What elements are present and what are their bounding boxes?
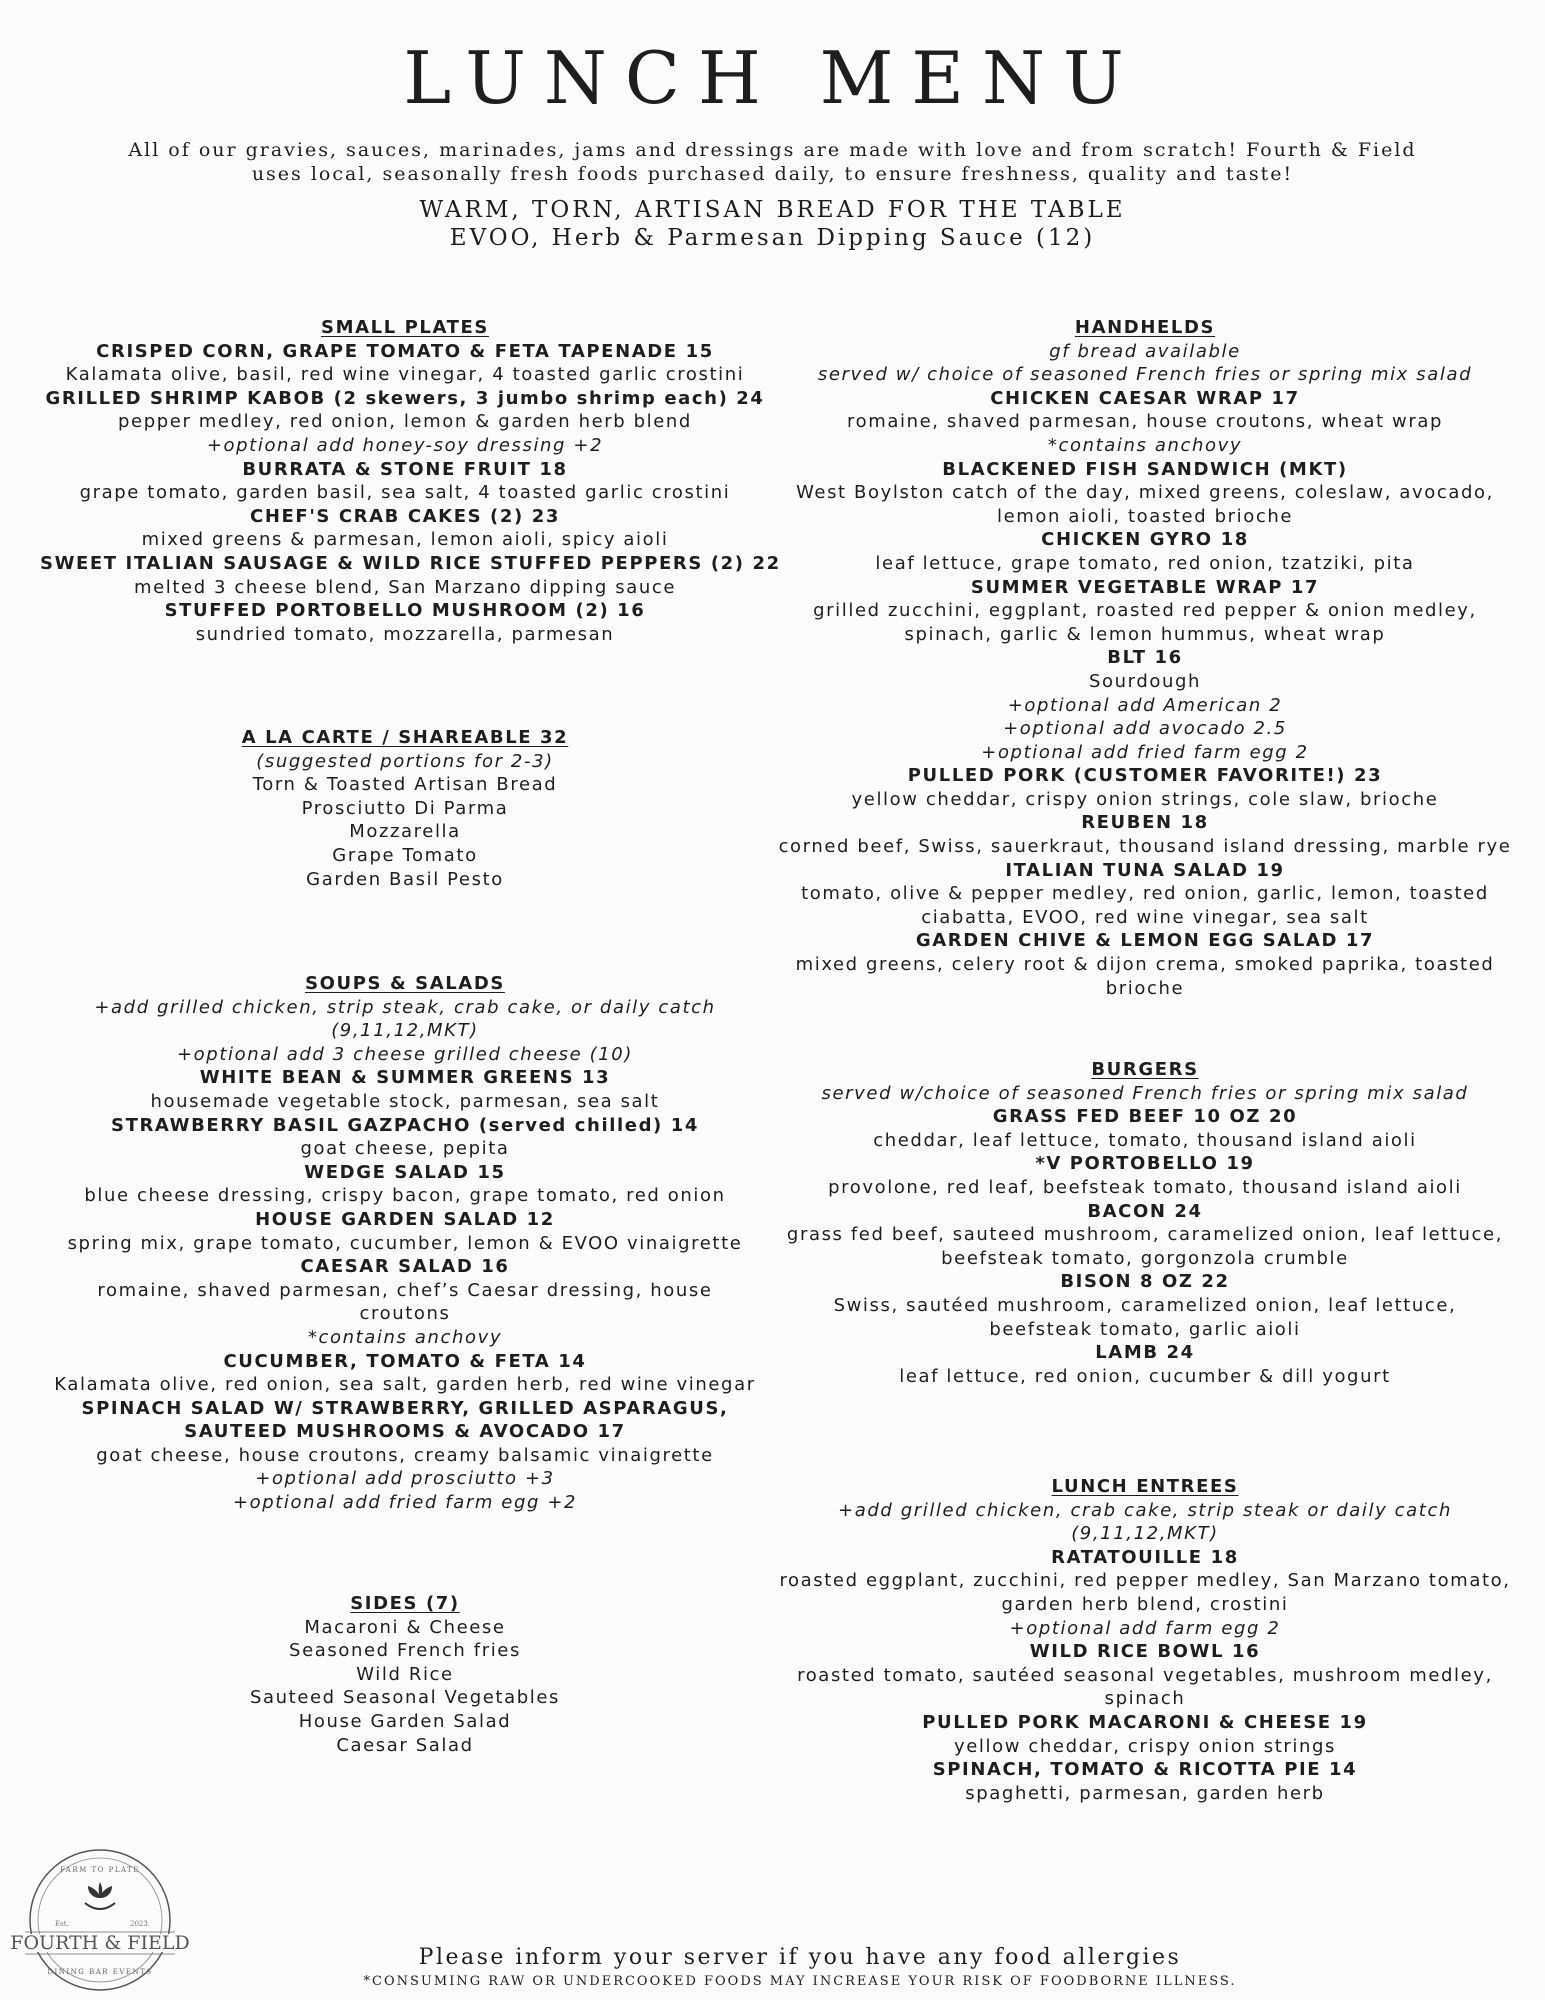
- sides-section: [40, 1592, 770, 1757]
- menu-item-name: *V PORTOBELLO 19: [1035, 1153, 1255, 1175]
- intro-text: All of our gravies, sauces, marinades, jams and dressings are made with love and from scratch! Fourth & Field uses local, seasonally fresh foods purchased daily, to ensure freshness, quality and taste!: [128, 139, 1417, 185]
- bread-dipping-sauce: EVOO, Herb & Parmesan Dipping Sauce (12): [449, 225, 1096, 251]
- menu-item-description: melted 3 cheese blend, San Marzano dipping sauce: [133, 576, 677, 598]
- menu-note: +optional add 3 cheese grilled cheese (10): [177, 1043, 633, 1065]
- menu-item-description: Sourdough: [1088, 670, 1201, 692]
- menu-item-name: ITALIAN TUNA SALAD 19: [1005, 859, 1285, 881]
- menu-item-description: provolone, red leaf, beefsteak tomato, thousand island aioli: [828, 1176, 1462, 1198]
- section-title: LUNCH ENTREES: [1051, 1476, 1239, 1497]
- menu-item-description: sundried tomato, mozzarella, parmesan: [195, 623, 615, 645]
- menu-item-description: grape tomato, garden basil, sea salt, 4 toasted garlic crostini: [79, 482, 731, 504]
- menu-item-name: SPINACH, TOMATO & RICOTTA PIE 14: [932, 1759, 1358, 1781]
- menu-item-name: PULLED PORK MACARONI & CHEESE 19: [922, 1711, 1368, 1733]
- menu-item-description: corned beef, Swiss, sauerkraut, thousand island dressing, marble rye: [778, 836, 1512, 858]
- menu-item-name: WHITE BEAN & SUMMER GREENS 13: [199, 1067, 611, 1089]
- menu-item-description: Wild Rice: [356, 1663, 454, 1685]
- a-la-carte-section: [40, 726, 770, 891]
- menu-item-description: Macaroni & Cheese: [304, 1616, 506, 1638]
- svg-text:DINING BAR EVENTS: DINING BAR EVENTS: [47, 1968, 153, 1976]
- menu-item-name: HOUSE GARDEN SALAD 12: [255, 1208, 555, 1230]
- menu-item-description: beefsteak tomato, gorgonzola crumble: [941, 1247, 1349, 1269]
- menu-note: (9,11,12,MKT): [1071, 1523, 1219, 1545]
- small-plates-section: [40, 316, 781, 646]
- bowl-icon: [85, 1903, 115, 1909]
- svg-text:FOURTH & FIELD: FOURTH & FIELD: [10, 1932, 190, 1954]
- menu-item-description: cheddar, leaf lettuce, tomato, thousand island aioli: [873, 1129, 1417, 1151]
- menu-item-name: GRASS FED BEEF 10 OZ 20: [992, 1106, 1298, 1128]
- menu-item-name: SPINACH SALAD W/ STRAWBERRY, GRILLED ASPARAGUS,: [81, 1397, 729, 1419]
- menu-item-name: BACON 24: [1087, 1200, 1203, 1222]
- menu-item-description: roasted eggplant, zucchini, red pepper medley, San Marzano tomato,: [779, 1570, 1511, 1592]
- menu-item-description: Caesar Salad: [336, 1734, 474, 1756]
- bread-title: WARM, TORN, ARTISAN BREAD FOR THE TABLE: [419, 197, 1126, 223]
- menu-item-description: housemade vegetable stock, parmesan, sea salt: [150, 1090, 660, 1112]
- menu-note: +add grilled chicken, strip steak, crab cake, or daily catch: [94, 996, 716, 1018]
- menu-note: +optional add American 2: [1007, 694, 1283, 716]
- menu-item-name: REUBEN 18: [1081, 812, 1209, 834]
- menu-note: +optional add prosciutto +3: [255, 1468, 555, 1490]
- menu-item-name: CHEF'S CRAB CAKES (2) 23: [250, 505, 560, 527]
- section-title: SOUPS & SALADS: [305, 973, 505, 994]
- section-title: SIDES (7): [350, 1593, 460, 1614]
- menu-item-description: Mozzarella: [349, 821, 461, 843]
- menu-note: +optional add avocado 2.5: [1003, 718, 1287, 740]
- menu-item-description: mixed greens, celery root & dijon crema, smoked paprika, toasted: [795, 954, 1495, 976]
- menu-item-description: yellow cheddar, crispy onion strings: [954, 1735, 1336, 1757]
- menu-note: served w/ choice of seasoned French fries or spring mix salad: [817, 364, 1473, 386]
- handhelds-section: [770, 316, 1520, 1000]
- menu-item-description: Seasoned French fries: [289, 1640, 521, 1662]
- lunch-entrees-section: [770, 1475, 1520, 1805]
- menu-title: LUNCH MENU: [403, 36, 1142, 120]
- section-title: HANDHELDS: [1074, 317, 1216, 338]
- menu-note: +optional add fried farm egg +2: [232, 1492, 578, 1514]
- burgers-section: [770, 1058, 1520, 1388]
- menu-item-name: BLACKENED FISH SANDWICH (MKT): [942, 458, 1348, 480]
- menu-item-description: roasted tomato, sautéed seasonal vegetables, mushroom medley,: [797, 1664, 1493, 1686]
- menu-item-description: pepper medley, red onion, lemon & garden herb blend: [118, 411, 692, 433]
- menu-item-name: CRISPED CORN, GRAPE TOMATO & FETA TAPENADE 15: [96, 340, 714, 362]
- menu-item-name: WILD RICE BOWL 16: [1029, 1641, 1261, 1663]
- menu-item-description: goat cheese, pepita: [300, 1138, 510, 1160]
- menu-item-description: Garden Basil Pesto: [306, 868, 504, 890]
- menu-item-name: SAUTEED MUSHROOMS & AVOCADO 17: [184, 1421, 626, 1443]
- section-title: BURGERS: [1091, 1059, 1199, 1080]
- menu-item-name: BLT 16: [1107, 647, 1183, 669]
- menu-note: (9,11,12,MKT): [331, 1020, 479, 1042]
- section-title: A LA CARTE / SHAREABLE 32: [241, 727, 569, 748]
- menu-item-description: brioche: [1105, 977, 1185, 999]
- menu-item-description: West Boylston catch of the day, mixed greens, coleslaw, avocado,: [796, 482, 1494, 504]
- menu-item-description: Prosciutto Di Parma: [301, 797, 509, 819]
- svg-text:FARM TO PLATE: FARM TO PLATE: [60, 1866, 140, 1874]
- menu-item-name: BURRATA & STONE FRUIT 18: [242, 458, 568, 480]
- menu-item-description: House Garden Salad: [298, 1710, 512, 1732]
- menu-item-name: CAESAR SALAD 16: [300, 1256, 510, 1278]
- menu-item-description: mixed greens & parmesan, lemon aioli, spicy aioli: [141, 529, 669, 551]
- raw-food-warning: *CONSUMING RAW OR UNDERCOOKED FOODS MAY INCREASE YOUR RISK OF FOODBORNE ILLNESS.: [363, 1974, 1237, 1989]
- menu-item-description: croutons: [359, 1303, 451, 1325]
- menu-item-name: CHICKEN GYRO 18: [1041, 529, 1249, 551]
- menu-note: +optional add farm egg 2: [1009, 1617, 1281, 1639]
- menu-item-description: blue cheese dressing, crispy bacon, grape tomato, red onion: [84, 1185, 726, 1207]
- menu-item-description: grass fed beef, sauteed mushroom, caramelized onion, leaf lettuce,: [786, 1224, 1504, 1246]
- menu-item-name: WEDGE SALAD 15: [304, 1161, 506, 1183]
- menu-item-description: spinach, garlic & lemon hummus, wheat wrap: [904, 623, 1386, 645]
- menu-note: +optional add honey-soy dressing +2: [206, 434, 604, 456]
- menu-note: +add grilled chicken, crab cake, strip steak or daily catch: [838, 1499, 1452, 1521]
- menu-item-description: goat cheese, house croutons, creamy balsamic vinaigrette: [96, 1444, 714, 1466]
- menu-note: (suggested portions for 2-3): [256, 750, 554, 772]
- section-title: SMALL PLATES: [321, 317, 489, 338]
- menu-note: +optional add fried farm egg 2: [981, 741, 1309, 763]
- menu-item-description: leaf lettuce, grape tomato, red onion, tzatziki, pita: [875, 552, 1415, 574]
- menu-item-name: GARDEN CHIVE & LEMON EGG SALAD 17: [915, 930, 1375, 952]
- menu-item-description: spinach: [1104, 1688, 1186, 1710]
- menu-item-name: CHICKEN CAESAR WRAP 17: [990, 387, 1300, 409]
- menu-item-description: Kalamata olive, red onion, sea salt, garden herb, red wine vinegar: [54, 1374, 756, 1396]
- menu-note: *contains anchovy: [307, 1326, 503, 1348]
- menu-item-name: LAMB 24: [1095, 1342, 1195, 1364]
- menu-item-description: beefsteak tomato, garlic aioli: [989, 1318, 1301, 1340]
- menu-item-description: romaine, shaved parmesan, house croutons, wheat wrap: [846, 411, 1444, 433]
- menu-item-name: PULLED PORK (CUSTOMER FAVORITE!) 23: [907, 765, 1383, 787]
- soups-salads-section: [40, 972, 770, 1515]
- menu-item-description: lemon aioli, toasted brioche: [996, 505, 1294, 527]
- menu-item-description: Torn & Toasted Artisan Bread: [252, 774, 558, 796]
- menu-item-name: RATATOUILLE 18: [1051, 1546, 1239, 1568]
- menu-item-description: garden herb blend, crostini: [1001, 1593, 1289, 1615]
- allergy-notice: Please inform your server if you have any food allergies: [418, 1945, 1182, 1970]
- leaf-icon: [88, 1882, 112, 1898]
- menu-item-description: Grape Tomato: [332, 844, 478, 866]
- menu-item-name: GRILLED SHRIMP KABOB (2 skewers, 3 jumbo shrimp each) 24: [45, 387, 765, 409]
- menu-item-name: SWEET ITALIAN SAUSAGE & WILD RICE STUFFED PEPPERS (2) 22: [40, 552, 781, 574]
- menu-note: gf bread available: [1049, 340, 1241, 362]
- menu-item-description: Kalamata olive, basil, red wine vinegar, 4 toasted garlic crostini: [65, 364, 745, 386]
- menu-item-description: grilled zucchini, eggplant, roasted red pepper & onion medley,: [813, 600, 1477, 622]
- menu-item-name: BISON 8 OZ 22: [1060, 1271, 1230, 1293]
- menu-note: *contains anchovy: [1047, 434, 1243, 456]
- menu-item-name: STUFFED PORTOBELLO MUSHROOM (2) 16: [164, 600, 646, 622]
- menu-item-name: SUMMER VEGETABLE WRAP 17: [970, 576, 1320, 598]
- menu-item-description: Swiss, sautéed mushroom, caramelized onion, leaf lettuce,: [833, 1294, 1457, 1316]
- menu-item-name: CUCUMBER, TOMATO & FETA 14: [223, 1350, 587, 1372]
- menu-item-description: spaghetti, parmesan, garden herb: [965, 1782, 1325, 1804]
- menu-item-description: Sauteed Seasonal Vegetables: [250, 1687, 560, 1709]
- menu-item-description: leaf lettuce, red onion, cucumber & dill yogurt: [899, 1365, 1391, 1387]
- menu-item-description: yellow cheddar, crispy onion strings, cole slaw, brioche: [851, 788, 1439, 810]
- menu-item-description: romaine, shaved parmesan, chef’s Caesar dressing, house: [97, 1279, 713, 1301]
- menu-note: served w/choice of seasoned French fries or spring mix salad: [821, 1082, 1469, 1104]
- menu-item-name: STRAWBERRY BASIL GAZPACHO (served chilled) 14: [111, 1114, 699, 1136]
- menu-item-description: spring mix, grape tomato, cucumber, lemon & EVOO vinaigrette: [67, 1232, 743, 1254]
- svg-text:2023: 2023: [130, 1920, 148, 1928]
- svg-text:Est.: Est.: [55, 1920, 69, 1928]
- bread-section: [0, 196, 1545, 252]
- menu-item-description: tomato, olive & pepper medley, red onion, garlic, lemon, toasted: [801, 883, 1489, 905]
- menu-item-description: ciabatta, EVOO, red wine vinegar, sea salt: [921, 906, 1369, 928]
